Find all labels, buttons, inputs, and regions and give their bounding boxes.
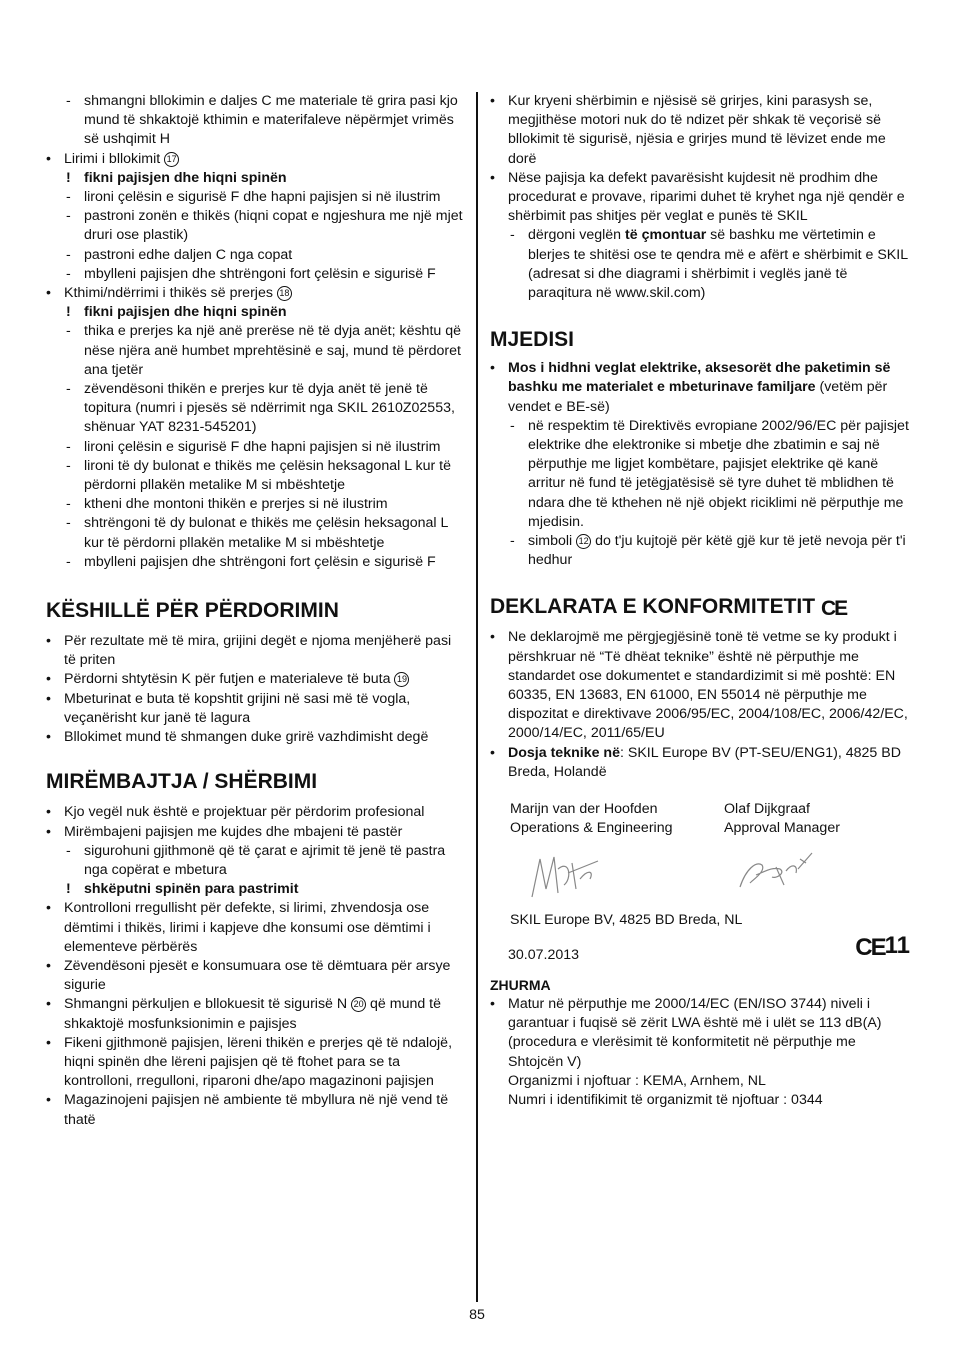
bullet-icon: •: [46, 690, 51, 707]
bullet-icon: •: [490, 360, 495, 377]
dash-item: [490, 532, 910, 570]
item-text: në respektim të Direktivës evropiane 2002/96/EC për pajisjet elektrike dhe elektronike si mbetje dhe zbatimin e saj në përputhje me ligjet kombëtare, pajisjet elektrike që kanë arritur në fund të jetëgjatësisë së tyre duhet të mblidhen të ndara dhe të kthehen në një objekt riciklimi në përputhje me mjedisin.: [528, 417, 909, 530]
dash-item: [46, 380, 466, 438]
dash-icon: -: [510, 227, 515, 244]
item-bold-text: Dosja teknike në: [508, 744, 620, 761]
signer-1-name: Marijn van der Hoofden: [510, 801, 658, 818]
dash-item: [490, 417, 910, 532]
dash-icon: -: [66, 246, 71, 263]
bullet-item: [490, 744, 910, 782]
bullet-icon: •: [46, 285, 51, 302]
item-text: fikni pajisjen dhe hiqni spinën: [84, 169, 287, 186]
bullet-item: [46, 690, 466, 728]
bullet-item: [490, 359, 910, 417]
dash-item: [46, 246, 466, 265]
bullet-item: [46, 728, 466, 747]
bullet-icon: •: [490, 169, 495, 186]
item-text: mbylleni pajisjen dhe shtrëngoni fort çelësin e sigurisë F: [84, 265, 436, 282]
maintenance-heading: MIRËMBAJTJA / SHËRBIMI: [46, 770, 318, 794]
figure-ref-icon: 17: [164, 152, 179, 167]
dash-icon: -: [66, 381, 71, 398]
item-text: : SKIL Europe BV (PT-SEU/ENG1), 4825 BD Breda, Holandë: [508, 744, 901, 780]
date-row: [490, 931, 910, 964]
dash-icon: -: [66, 496, 71, 513]
item-text: Fikeni gjithmonë pajisjen, lëreni thikën e prerjes që të ndalojë, hiqni spinën dhe lëreni pajisjen që të ftohet para se ta kontrolloni, rregulloni, riparoni dhe/apo magazinoni pajisjen: [64, 1034, 453, 1090]
bullet-icon: •: [490, 744, 495, 761]
item-text: lironi çelësin e sigurisë F dhe hapni pajisjen si në ilustrim: [84, 189, 441, 206]
bullet-icon: •: [46, 671, 51, 688]
bullet-icon: •: [46, 823, 51, 840]
dash-icon: -: [66, 842, 71, 859]
bullet-icon: •: [46, 1092, 51, 1109]
ce-number-mark: [855, 931, 910, 961]
item-text: Kjo vegël nuk është e projektuar për përdorim profesional: [64, 804, 425, 821]
noise-item: • Matur në përputhje me 2000/14/EC (EN/ISO 3744) niveli i garantuar i fuqisë së zërit LWA është më i ulët se 113 dB(A) (procedura e vlerësimit të konformitetit në përputhje me Shtojcën V) Organizmi i njoftuar : KEMA, Arnhem, NL Numri i identifikimit të organizmit të njoftuar : 0344: [490, 995, 910, 1110]
bullet-icon: •: [46, 900, 51, 917]
item-text: Bllokimet mund të shmangen duke grirë vazhdimisht degë: [64, 729, 429, 746]
dash-item: [46, 553, 466, 572]
dash-item: [46, 457, 466, 495]
bullet-item: [490, 169, 910, 227]
bullet-item: [46, 1091, 466, 1129]
dash-icon: -: [66, 515, 71, 532]
signer-2-role: Approval Manager: [724, 820, 840, 837]
dash-item: [46, 265, 466, 284]
bullet-icon: •: [46, 996, 51, 1013]
dash-icon: -: [66, 438, 71, 455]
noise-heading: ZHURMA: [490, 976, 551, 993]
item-text: thika e prerjes ka një anë prerëse në të dyja anët; kështu që nëse njëra anë humbet mprehtësinë e saj, mund të përdoret ana tjetër: [84, 323, 461, 378]
dash-icon: -: [66, 457, 71, 474]
usage-heading: KËSHILLË PËR PËRDORIMIN: [46, 599, 339, 623]
item-text: së bashku me vërtetimin e blerjes te shitësi ose te qendra më e afërt e shërbimit e SKIL (adresat si dhe diagrami i shërbimit i veglës janë të paraqitura në www.skil.com): [528, 227, 908, 302]
dash-icon: -: [66, 208, 71, 225]
dash-item: [46, 322, 466, 380]
signature-1-icon: [528, 849, 608, 904]
bullet-icon: •: [46, 729, 51, 746]
item-text: Lirimi i bllokimit: [64, 150, 161, 167]
dash-icon: -: [66, 553, 71, 570]
warning-icon: !: [66, 169, 71, 186]
item-text: Mbeturinat e buta të kopshtit grijini në sasi më të vogla, veçanërisht kur janë të lagura: [64, 690, 411, 726]
column-divider: [476, 92, 478, 1302]
dash-icon: -: [510, 417, 515, 434]
figure-ref-icon: 20: [351, 997, 366, 1012]
bullet-icon: •: [490, 629, 495, 646]
bullet-icon: •: [46, 150, 51, 167]
item-text: Mirëmbajeni pajisjen me kujdes dhe mbajeni të pastër: [64, 823, 403, 840]
ce-mark-icon: CE: [820, 597, 847, 621]
signatures: [490, 839, 910, 911]
item-text: shkëputni spinën para pastrimit: [84, 881, 299, 898]
item-text: mbylleni pajisjen dhe shtrëngoni fort çelësin e sigurisë F: [84, 553, 436, 570]
dash-item: [46, 207, 466, 245]
dash-icon: -: [66, 265, 71, 282]
figure-ref-icon: 12: [576, 534, 591, 549]
bullet-icon: •: [490, 93, 495, 109]
bullet-icon: •: [46, 633, 51, 650]
bullet-item: [46, 150, 466, 169]
warning-item: [46, 303, 466, 322]
warning-icon: !: [66, 881, 71, 898]
dash-icon: -: [510, 533, 515, 550]
signature-2-icon: [736, 849, 816, 899]
item-text: dërgoni veglën: [528, 227, 626, 244]
signers: [490, 800, 910, 838]
item-text: zëvendësoni thikën e prerjes kur të dyja anët të jenë të topitura (numri i pjesës së ndërrimit nga SKIL 2610Z02553, shënuar YAT 8231-545201): [84, 381, 455, 436]
bullet-item: [490, 92, 910, 169]
bullet-item: [46, 995, 466, 1033]
dash-item: [46, 842, 466, 880]
item-text: lironi çelësin e sigurisë F dhe hapni pajisjen si në ilustrim: [84, 438, 441, 455]
dash-item: [46, 438, 466, 457]
item-text: lironi të dy bulonat e thikës me çelësin heksagonal L kur të përdorni pllakën metalike M si mbështetje: [84, 457, 451, 494]
dash-item: [46, 188, 466, 207]
declaration-heading: [490, 594, 910, 622]
item-text: Magazinojeni pajisjen në ambiente të mbyllura në një vend të thatë: [64, 1092, 449, 1128]
item-text: do t'ju kujtojë për këtë gjë kur të jetë nevoja për t'i hedhur: [528, 533, 906, 569]
bullet-item: [46, 957, 466, 995]
declaration-list: [490, 628, 910, 782]
right-column: [490, 92, 910, 1110]
bullet-item: [490, 628, 910, 743]
noise-text: Matur në përputhje me 2000/14/EC (EN/ISO 3744) niveli i garantuar i fuqisë së zërit LWA është më i ulët se 113 dB(A) (procedura e vlerësimit të konformitetit në përputhje me Shtojcën V): [508, 995, 882, 1070]
dash-item: [46, 495, 466, 514]
signer-1: [510, 800, 724, 838]
item-text: pastroni edhe daljen C nga copat: [84, 246, 293, 263]
item-bold-text: Mos i hidhni veglat elektrike, aksesorët dhe paketimin së bashku me materialet e mbeturinave familjare: [508, 360, 891, 396]
warning-item: [46, 169, 466, 188]
environment-heading: MJEDISI: [490, 328, 575, 352]
dash-icon: -: [66, 93, 71, 109]
bullet-icon: •: [46, 804, 51, 821]
dash-item: [46, 92, 466, 150]
left-column: [46, 92, 466, 1130]
item-text: shtrëngoni të dy bulonat e thikës me çelësin heksagonal L kur të përdorni pllakën metalike M si mbështetje: [84, 515, 448, 551]
warning-icon: !: [66, 304, 71, 321]
item-text: Nëse pajisja ka defekt pavarësisht kujdesit në prodhim dhe procedurat e provave, riparimi duhet të kryhet nga një qendër e shërbimit pas shitjes për veglat e punës të SKIL: [508, 169, 905, 225]
item-text: Përdorni shtytësin K për futjen e materialeve të buta: [64, 671, 391, 688]
bullet-icon: •: [46, 957, 51, 974]
dash-icon: -: [66, 323, 71, 340]
bullet-item: [46, 823, 466, 842]
ce-number: 11: [884, 931, 910, 959]
item-text: pastroni zonën e thikës (hiqni copat e ngjeshura me një mjet druri ose plastik): [84, 208, 463, 244]
bullet-item: [46, 632, 466, 670]
bullet-item: [46, 284, 466, 303]
service-list: [490, 92, 910, 303]
bullet-icon: •: [46, 1034, 51, 1051]
item-text: Kontrolloni rregullisht për defekte, si lirimi, zhvendosja ose dëmtimi i thikës, lirimi i kapjeve dhe konsumi ose dëmtimi i elementeve përbërës: [64, 900, 431, 955]
item-text: Kur kryeni shërbimin e njësisë së grirjes, kini parasysh se, megjithëse motori nuk do të ndizet për shkak të veçorisë së bllokimit të sigurisë, njësia e grirjes mund të lëvizet ende me dorë: [508, 93, 886, 167]
item-text: simboli: [528, 533, 573, 550]
environment-list: [490, 359, 910, 570]
bullet-item: [46, 803, 466, 822]
notified-body: Organizmi i njoftuar : KEMA, Arnhem, NL: [508, 1072, 766, 1089]
item-text: Kthimi/ndërrimi i thikës së prerjes: [64, 285, 273, 302]
bullet-item: [46, 670, 466, 689]
ce-11-icon: CE: [855, 933, 885, 961]
item-text: fikni pajisjen dhe hiqni spinën: [84, 304, 287, 321]
figure-ref-icon: 19: [394, 672, 409, 687]
notified-body-id: Numri i identifikimit të organizmit të njoftuar : 0344: [508, 1091, 823, 1108]
signer-2-name: Olaf Dijkgraaf: [724, 801, 810, 818]
signer-2: [724, 800, 938, 838]
dash-item: [46, 514, 466, 552]
page-number: 85: [469, 1307, 485, 1323]
item-text: Shmangni përkuljen e bllokuesit të sigurisë N: [64, 996, 348, 1013]
item-text: Ne deklarojmë me përgjegjësinë tonë të vetme se ky produkt i përshkruar në “Të dhëat teknike” është në përputhje me standardet ose dokumentet e standardizimit si më poshtë: EN 60335, EN 13683, EN 61000, EN 55014 në përputhje me dispozitat e direktivave 2006/95/EC, 2004/108/EC, 2006/42/EC, 2000/14/EC, 2011/65/EU: [508, 629, 908, 742]
company-address: SKIL Europe BV, 4825 BD Breda, NL: [510, 911, 743, 928]
dash-item: [490, 226, 910, 303]
declaration-title: DEKLARATA E KONFORMITETIT: [490, 595, 816, 619]
bullet-item: [46, 1034, 466, 1092]
maintenance-list: [46, 803, 466, 1129]
signer-1-role: Operations & Engineering: [510, 820, 673, 837]
item-text: Për rezultate më të mira, grijini degët e njoma menjëherë pasi të priten: [64, 633, 452, 669]
item-text: ktheni dhe montoni thikën e prerjes si në ilustrim: [84, 496, 388, 513]
item-bold-text: të çmontuar: [625, 227, 707, 244]
bullet-item: [46, 899, 466, 957]
item-text: Zëvendësoni pjesët e konsumuara ose të dëmtuara për arsye sigurie: [64, 957, 451, 994]
figure-ref-icon: 18: [277, 286, 292, 301]
item-text: që mund të shkaktojë mosfunksionimin e pajisjes: [64, 996, 442, 1032]
date: 30.07.2013: [508, 946, 580, 963]
unblocking-section: [46, 92, 466, 572]
warning-item: [46, 880, 466, 899]
usage-list: [46, 632, 466, 747]
item-text: sigurohuni gjithmonë që të çarat e ajrimit të jenë të pastra nga copërat e mbetura: [84, 842, 446, 878]
item-text: (vetëm për vendet e BE-së): [508, 379, 888, 415]
item-text: shmangni bllokimin e daljes C me materiale të grira pasi kjo mund të shkaktojë kthimin e materifaleve nëpërmjet vrimës së ushqimit H: [84, 93, 458, 148]
dash-icon: -: [66, 189, 71, 206]
